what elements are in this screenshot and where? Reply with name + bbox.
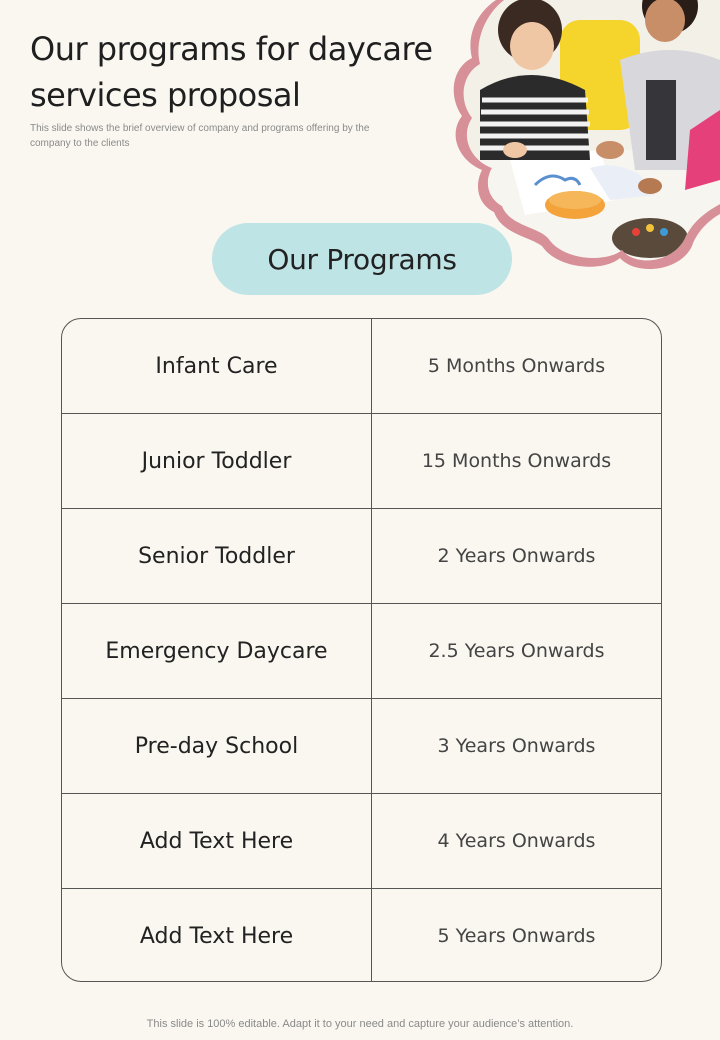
program-age: 5 Months Onwards	[427, 355, 606, 377]
program-name: Senior Toddler	[62, 509, 372, 603]
program-age: 15 Months Onwards	[421, 450, 612, 472]
programs-table	[61, 318, 662, 982]
table-row	[62, 699, 661, 794]
program-age: 5 Years Onwards	[437, 925, 596, 947]
program-name: Emergency Daycare	[62, 604, 372, 698]
page-title: Our programs for daycare services proposal	[30, 30, 433, 114]
programs-heading: Our Programs	[267, 242, 457, 276]
program-name: Infant Care	[62, 319, 372, 413]
programs-heading-pill	[212, 223, 512, 295]
table-row	[62, 509, 661, 604]
table-row	[62, 319, 661, 414]
program-age: 4 Years Onwards	[437, 830, 596, 852]
program-name: Add Text Here	[62, 889, 372, 982]
table-row	[62, 604, 661, 699]
table-row	[62, 889, 661, 982]
page-subtitle: This slide shows the brief overview of company and programs offering by the company to the clients	[30, 123, 370, 149]
program-age: 2.5 Years Onwards	[428, 640, 605, 662]
program-name: Pre-day School	[62, 699, 372, 793]
footer-note: This slide is 100% editable. Adapt it to your need and capture your audience’s attention.	[146, 1018, 574, 1030]
program-name: Add Text Here	[62, 794, 372, 888]
program-name: Junior Toddler	[62, 414, 372, 508]
program-age: 2 Years Onwards	[437, 545, 596, 567]
table-row	[62, 414, 661, 509]
table-row	[62, 794, 661, 889]
program-age: 3 Years Onwards	[437, 735, 596, 757]
